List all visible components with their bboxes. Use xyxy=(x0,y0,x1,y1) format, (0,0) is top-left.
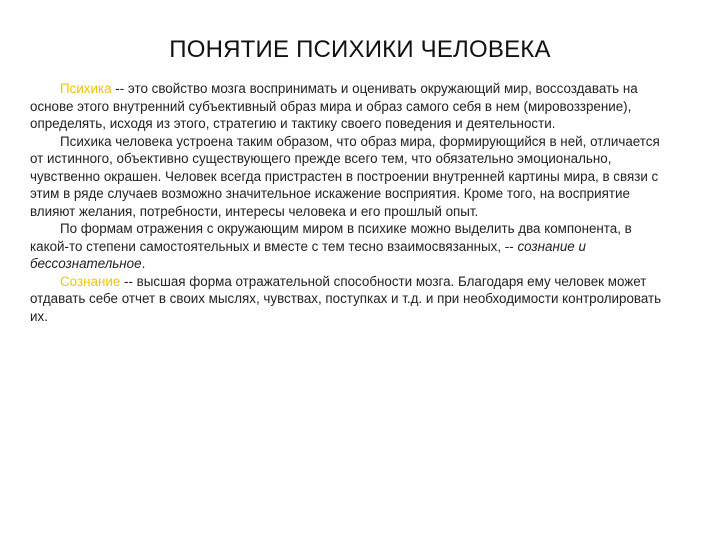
paragraph-consciousness-definition xyxy=(30,273,670,326)
italic-components: сознание и бессознательное xyxy=(30,238,586,271)
slide-body xyxy=(30,80,670,325)
paragraph-text: Психика человека устроена таким образом, что образ мира, формирующийся в ней, отличается от истинного, объективно существующего прежде всего тем, что обязательно эмоционально, чувственно окрашен. Человек всегда пристрастен в построении внутренней картины мира, в связи с этим в ряде случаев возможно значительное искажение восприятия. Кроме того, на восприятие влияют желания, потребности, интересы человека и его прошлый опыт. xyxy=(30,133,660,219)
term-psyche: Психика xyxy=(60,81,112,96)
paragraph-text: По формам отражения с окружающим миром в психике можно выделить два компонента, в какой-то степени самостоятельных и вместе с тем тесно взаимосвязанных, -- xyxy=(30,221,632,254)
term-consciousness: Сознание xyxy=(60,273,121,289)
paragraph-text: -- высшая форма отражательной способности мозга. Благодаря ему человек может отдавать себе отчет в своих мыслях, чувствах, поступках и т.д. и при необходимости контролировать их. xyxy=(30,273,662,324)
page-title: ПОНЯТИЕ ПСИХИКИ ЧЕЛОВЕКА xyxy=(169,36,551,63)
paragraph-text: -- это свойство мозга воспринимать и оценивать окружающий мир, воссоздавать на основе этого внутренний субъективный образ мира и образ самого себя в нем (мировоззрение), определять, исходя из этого, стратегию и тактику своего поведения и деятельности. xyxy=(30,81,638,131)
paragraph-end: . xyxy=(141,256,146,271)
paragraph-psyche-definition xyxy=(30,80,670,133)
paragraph-reflection-forms xyxy=(30,220,670,273)
paragraph-psyche-structure xyxy=(30,133,670,221)
